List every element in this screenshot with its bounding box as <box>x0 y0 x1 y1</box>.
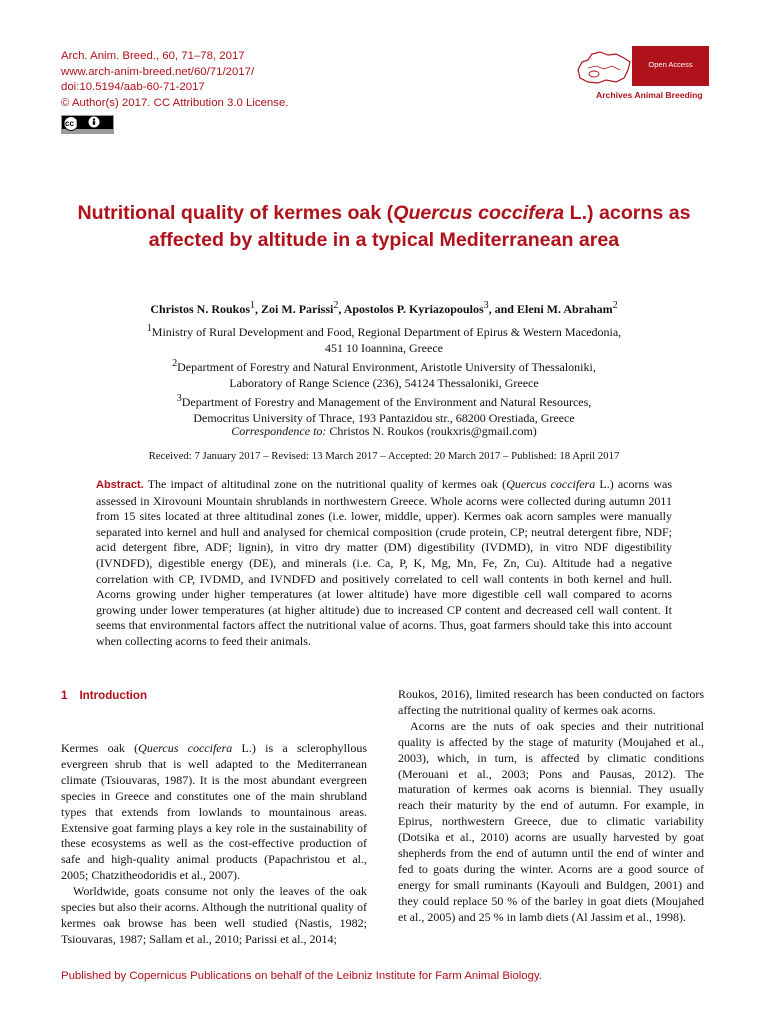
paragraph: Worldwide, goats consume not only the leaves of the oak species but also their acorns. Although the nutritional quality of kermes oak browse has been well studied (Nastis, 1982; Tsiouvaras, 1987; Sallam et al., 2010; Parissi et al., 2014; <box>61 884 367 946</box>
abstract-label: Abstract. <box>96 479 144 491</box>
cc-badge-text: cc by <box>65 119 86 128</box>
author-list <box>30 300 738 317</box>
map-icon <box>574 48 632 86</box>
author: Christos N. Roukos$^1$, <box>150 300 262 316</box>
citation: Arch. Anim. Breed., 60, 71–78, 2017 <box>61 50 245 62</box>
affiliations <box>30 321 738 426</box>
section-heading-introduction <box>61 689 147 702</box>
author: Apostolos P. Kyriazopoulos$^3$, and <box>343 300 517 316</box>
license: © Author(s) 2017. CC Attribution 3.0 License. <box>61 96 289 109</box>
title-part2: L.) acorns as affected by altitude in a typical Mediterranean area <box>148 202 691 251</box>
correspondence-label: Correspondence to: <box>231 424 327 438</box>
right-column <box>398 687 704 926</box>
correspondence-text[interactable]: Christos N. Roukos (roukxris@gmail.com) <box>326 424 537 438</box>
paragraph: Kermes oak (Quercus coccifera L.) is a sclerophyllous evergreen shrub that is well adapted to the Mediterranean climate (Tsiouvaras, 1987). It is the most abundant evergreen species in Greece and constitutes one of the main shrubland types that extends from lowlands to mountainous areas. Extensive goat farming plays a key role in the sustainability of these ecosystems as well as the cost-effective production of safe and high-quality animal products (Papachristou et al., 2005; Chatzitheodoridis et al., 2007). <box>61 741 367 883</box>
publisher-footer: Published by Copernicus Publications on behalf of the Leibniz Institute for Farm Animal Biology. <box>61 970 542 982</box>
journal-name: Archives Animal Breeding <box>596 90 703 100</box>
section-number: 1 <box>61 689 68 702</box>
article-url[interactable]: www.arch-anim-breed.net/60/71/2017/ <box>61 65 255 78</box>
correspondence <box>30 424 738 439</box>
author: Zoi M. Parissi$^2$, <box>261 300 344 316</box>
affiliation: $^1$Ministry of Rural Development and Food, Regional Department of Epirus & Western Macedonia, 451 10 Ioannina, Greece <box>146 323 622 355</box>
publication-dates: Received: 7 January 2017 – Revised: 13 March 2017 – Accepted: 20 March 2017 – Published: 18 April 2017 <box>148 450 620 462</box>
open-access-box <box>632 46 709 86</box>
section-title: Introduction <box>79 689 148 702</box>
paragraph: Roukos, 2016), limited research has been conducted on factors affecting the nutritional quality of kermes oak acorns. <box>398 687 704 717</box>
affiliation: $^3$Department of Forestry and Management of the Environment and Natural Resources, Democritus University of Thrace, 193 Pantazidou str., 68200 Orestiada, Greece <box>176 393 592 425</box>
open-access-label: Open Access <box>648 60 693 69</box>
paragraph: Acorns are the nuts of oak species and their nutritional quality is affected by the stage of maturity (Moujahed et al., 2003), which, in turn, is affected by climatic conditions (Merouani et al., 2003; Pons and Pausas, 2012). The maturation of kermes oak acorns is biennial. They usually reach their maturity by the end of autumn. For example, in Epirus, northwestern Greece, due to climatic variability (Dotsika et al., 2010) acorns are usually harvested by goat shepherds from the end of autumn until the end of winter and fed to goats during the winter. Acorns are a good source of energy for small ruminants (Kayouli and Buldgen, 2001) and they could replace 50 % of the barley in goat diets (Moujahed et al., 2005) and 25 % in lamb diets (Al Jassim et al., 1998). <box>398 718 704 924</box>
affiliation: $^2$Department of Forestry and Natural Environment, Aristotle University of Thessaloniki, Laboratory of Range Science (236), 54124 Thessaloniki, Greece <box>172 358 596 390</box>
abstract: Abstract. The impact of altitudinal zone on the nutritional quality of kermes oak (Quercus coccifera L.) acorns was assessed in Xirovouni Mountain shrublands in northwestern Greece. Whole acorns were collected during autumn 2011 from 15 sites located at three altitudinal zones (i.e. lower, middle, upper). Kermes oak acorn samples were manually separated into kernel and hull and analysed for chemical composition (crude protein, CP; neutral detergent fibre, NDF; acid detergent fibre, ADF; lignin), in vitro dry matter (DM) digestibility (IVDMD), in vitro NDF digestibility (IVNDFD), digestible energy (DE), and minerals (i.e. Ca, P, K, Mg, Mn, Fe, Zn, Cu). Altitude had a negative correlation with CP, IVDMD, and IVNDFD and positively correlated to cell wall contents in both kernel and hull. Acorns growing under higher temperatures (at lower altitude) have more digestible cell wall compared to acorns growing under lower temperatures (at higher altitude) due to increased CP content and decreased cell wall content. It seems that environmental factors affect the nutritional value of acorns. Thus, goat farmers should take this into account when collecting acorns to feed their animals. <box>96 477 672 648</box>
doi[interactable]: doi:10.5194/aab-60-71-2017 <box>61 81 205 94</box>
title-species: Quercus coccifera <box>393 202 565 224</box>
left-column <box>61 741 367 948</box>
journal-logo[interactable] <box>574 46 709 106</box>
title-part1: Nutritional quality of kermes oak ( <box>77 202 394 224</box>
author: Eleni M. Abraham$^2$ <box>516 300 618 316</box>
cc-by-badge-icon[interactable] <box>61 115 114 134</box>
journal-info <box>61 49 288 111</box>
article-title <box>40 200 728 254</box>
